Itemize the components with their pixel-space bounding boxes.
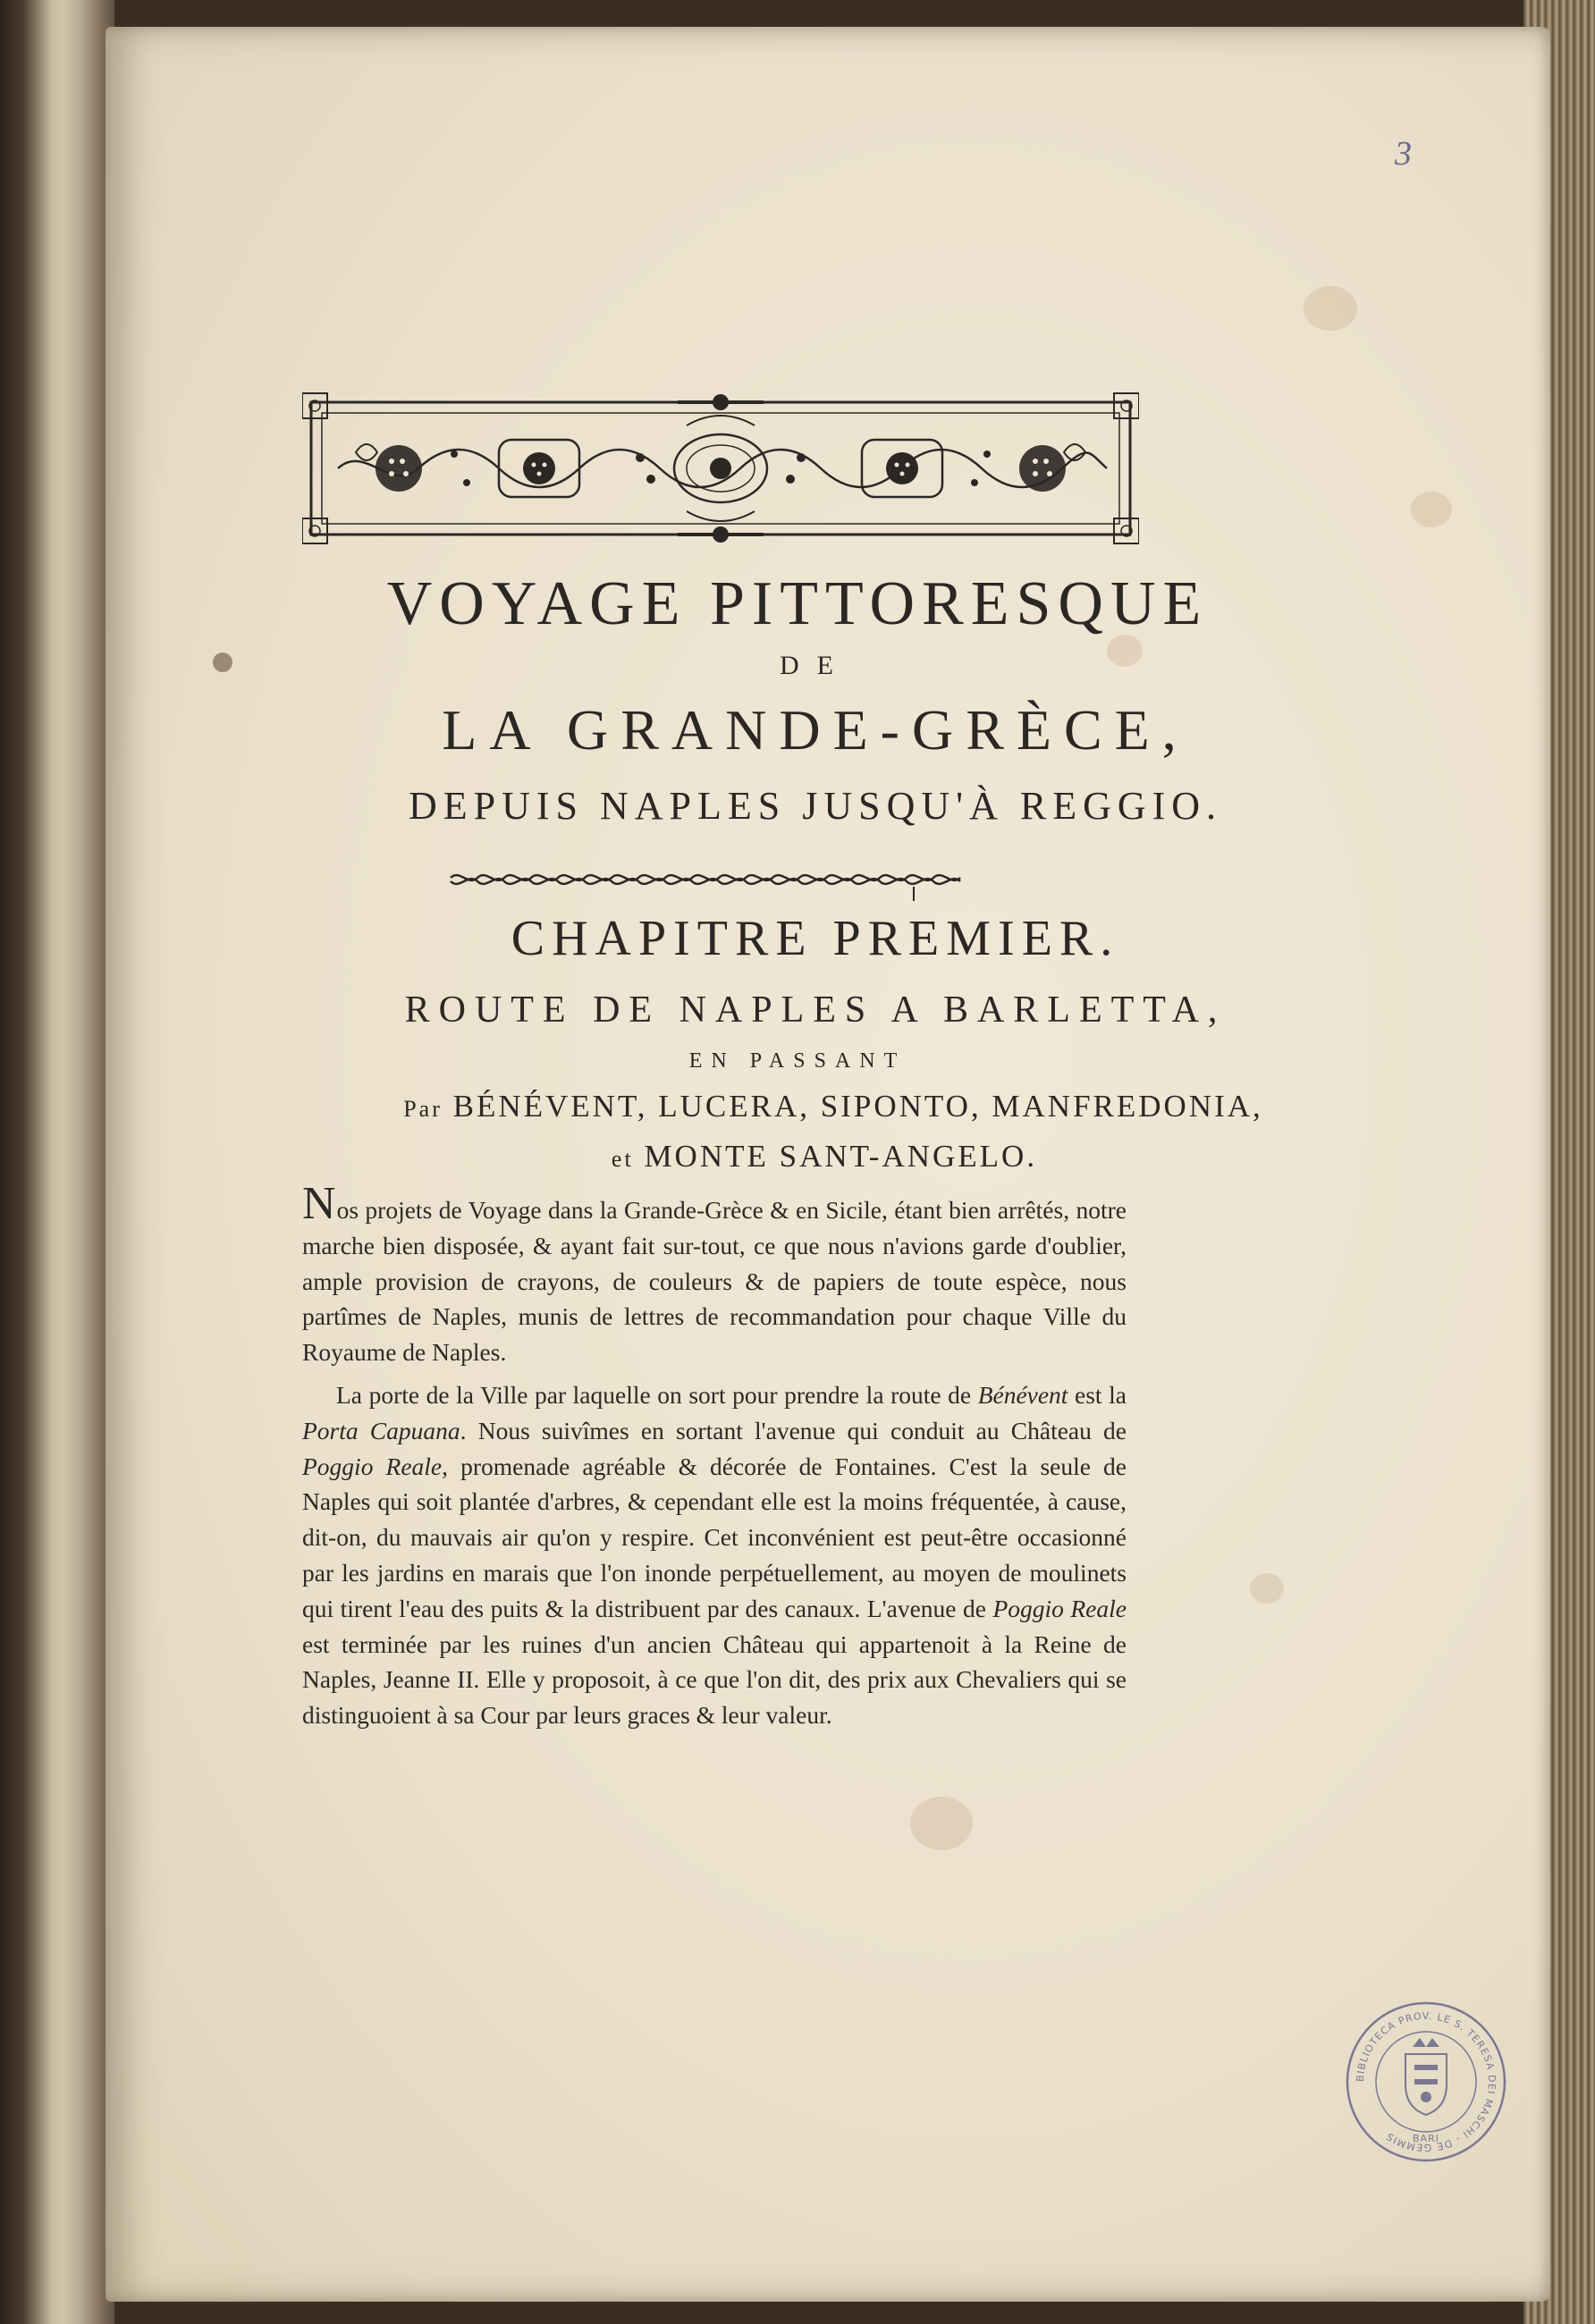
place-name-italic: Porta Capuana: [302, 1416, 460, 1444]
stamp-bottom-text: BARI: [1413, 2133, 1439, 2144]
chapter-heading: CHAPITRE PREMIER.: [511, 911, 1120, 966]
drop-capital: N: [302, 1178, 337, 1229]
book-title: VOYAGE PITTORESQUE: [386, 569, 1209, 638]
foxing-spot: [910, 1797, 973, 1850]
title-route: DEPUIS NAPLES JUSQU'À REGGIO.: [408, 784, 1223, 828]
chapter-places: [0, 1089, 1595, 1124]
body-text: [302, 1178, 1127, 1733]
paragraph: [302, 1377, 1127, 1733]
foxing-spot: [1411, 492, 1452, 527]
folio-number: 3: [1395, 135, 1412, 173]
chapter-route: ROUTE DE NAPLES A BARLETTA,: [404, 989, 1227, 1031]
stamp-arc-text: BIBLIOTECA PROV. LE S. TERESA DEI MASCHI - DE GEMMIS: [1354, 2009, 1498, 2154]
chapter-places-last: [0, 1139, 1595, 1175]
chapter-passant: EN PASSANT: [688, 1049, 907, 1073]
paragraph-text: . Nous suivîmes en sortant l'avenue qui conduit au Château de: [460, 1416, 1127, 1444]
paragraph: [302, 1178, 1127, 1370]
chapter-par: Par: [403, 1096, 443, 1122]
paragraph-text: est la: [1068, 1380, 1127, 1409]
title-region: LA GRANDE-GRÈCE,: [442, 698, 1189, 762]
paragraph-text: est terminée par les ruines d'un ancien Château qui appartenoit à la Reine de Naples, Jeanne II. Elle y proposoit, à ce que l'on dit, des prix aux Chevaliers qui se distinguoient à sa Cour par leurs graces & leur valeur.: [302, 1629, 1127, 1730]
paragraph-text: , promenade agréable & décorée de Fontaines. C'est la seule de Naples qui soit plantée d'arbres, & cependant elle est la moins fréquentée, à cause, dit-on, du mauvais air qu'on y respire. Cet inconvénient est peut-être occasionné par les jardins en marais que l'on inonde perpétuellement, au moyen de moulinets qui tirent l'eau des puits & la distribuent par des canaux. L'avenue de: [302, 1452, 1127, 1622]
library-stamp: [1343, 1999, 1509, 2165]
paragraph-text: os projets de Voyage dans la Grande-Grèce & en Sicile, étant bien arrêtés, notre marche bien disposée, & ayant fait sur-tout, ce que nous n'avions garde d'oublier, ample provision de crayons, de couleurs & de papiers de toute espèce, nous partîmes de Naples, munis de lettres de recommandation pour chaque Ville du Royaume de Naples.: [302, 1196, 1127, 1367]
place-name-italic: Poggio Reale: [302, 1452, 443, 1480]
chapter-places-last-name: MONTE SANT-ANGELO.: [644, 1139, 1038, 1174]
rope-divider: [445, 860, 982, 903]
chapter-et: et: [611, 1146, 634, 1172]
title-connector: DE: [780, 651, 851, 680]
foxing-spot: [1304, 286, 1357, 331]
place-name-italic: Bénévent: [977, 1380, 1068, 1409]
paragraph-text: La porte de la Ville par laquelle on sort pour prendre la route de: [336, 1380, 978, 1409]
header-ornament: [302, 390, 1139, 547]
coat-of-arms-icon: [1405, 2038, 1447, 2115]
chapter-places-list: BÉNÉVENT, LUCERA, SIPONTO, MANFREDONIA,: [452, 1089, 1263, 1124]
foxing-spot: [1250, 1573, 1284, 1604]
place-name-italic: Poggio Reale: [992, 1594, 1127, 1622]
